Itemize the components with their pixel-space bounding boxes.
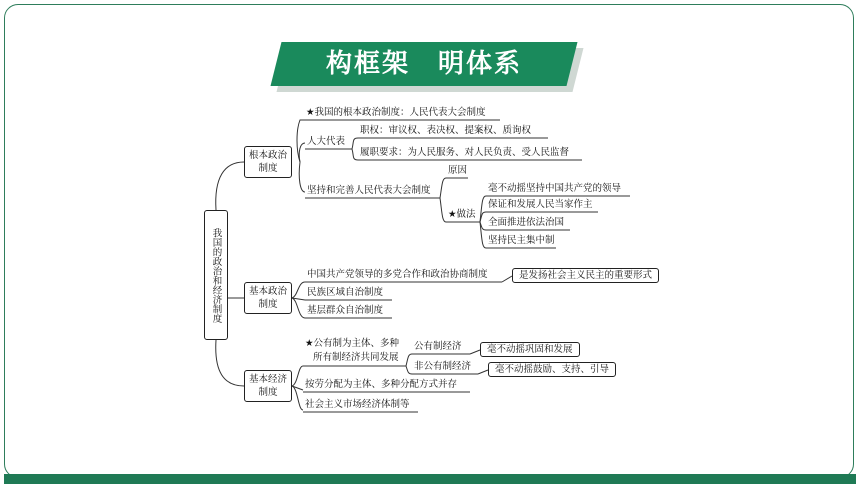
non-public-economy-callout: 毫不动摇鼓励、支持、引导 <box>488 362 616 377</box>
page-title: 构框架 明体系 <box>325 49 522 79</box>
public-economy-label: 公有制经济 <box>414 341 462 352</box>
market-economy-system: 社会主义市场经济体制等 <box>305 399 410 410</box>
method-people-masters: 保证和发展人民当家作主 <box>488 199 593 210</box>
branch-basic-political-system: 基本政治制度 <box>244 282 292 314</box>
multiparty-callout: 是发扬社会主义民主的重要形式 <box>512 268 659 283</box>
method-rule-of-law: 全面推进依法治国 <box>488 217 565 228</box>
root-node: 我国的政治和经济制度 <box>204 210 228 340</box>
multiparty-cooperation-system: 中国共产党领导的多党合作和政治协商制度 <box>307 269 488 280</box>
reason-label: 原因 <box>448 165 468 176</box>
regional-ethnic-autonomy: 民族区域自治制度 <box>307 287 384 298</box>
uphold-improve-npc-system: 坚持和完善人民代表大会制度 <box>307 185 431 196</box>
npc-deputies-label: 人大代表 <box>307 136 346 147</box>
community-level-self-governance: 基层群众自治制度 <box>307 305 384 316</box>
public-economy-callout: 毫不动摇巩固和发展 <box>480 342 580 357</box>
method-democratic-centralism: 坚持民主集中制 <box>488 235 555 246</box>
branch-basic-economic-system: 基本经济制度 <box>244 370 292 402</box>
method-party-leadership: 毫不动摇坚持中国共产党的领导 <box>488 183 622 194</box>
ownership-principle-line1: ★公有制为主体、多种 <box>305 338 400 349</box>
distribution-system: 按劳分配为主体、多种分配方式并存 <box>305 379 458 390</box>
deputies-duty-requirements: 履职要求：为人民服务、对人民负责、受人民监督 <box>360 147 570 158</box>
non-public-economy-label: 非公有制经济 <box>414 361 472 372</box>
fundamental-system-definition: ★我国的根本政治制度：人民代表大会制度 <box>306 107 486 118</box>
branch-fundamental-political-system: 根本政治制度 <box>244 146 292 178</box>
deputies-powers: 职权：审议权、表决权、提案权、质询权 <box>360 125 532 136</box>
methods-label: ★做法 <box>448 209 476 220</box>
ownership-principle-line2: 所有制经济共同发展 <box>313 352 399 363</box>
